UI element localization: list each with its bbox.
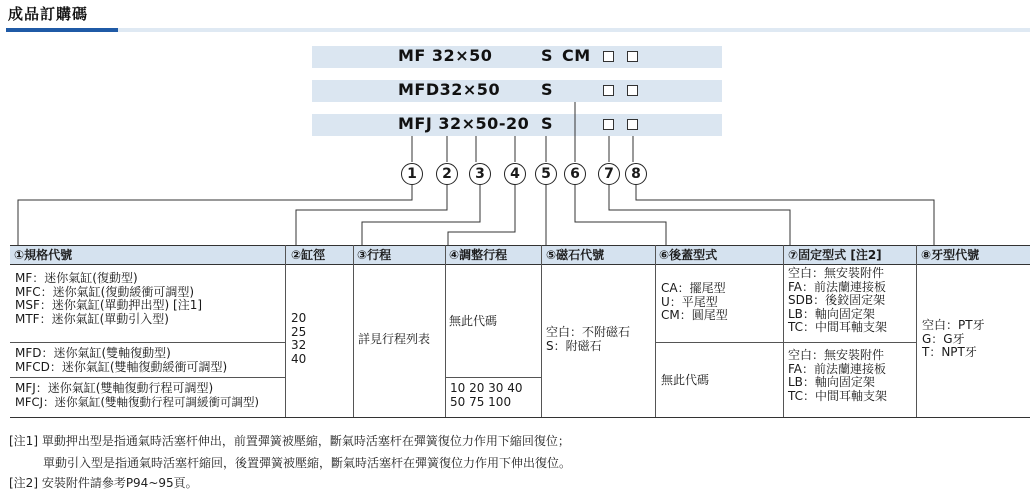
mount-option: LB：軸向固定架: [788, 306, 875, 321]
mount-option: TC：中間耳軸支架: [788, 388, 888, 403]
code-row-1-magnet: S: [541, 46, 554, 65]
header-spec: ①規格代號: [14, 248, 73, 262]
adjust-value-line: 10 20 30 40: [450, 381, 523, 395]
mount-options-1: [788, 267, 887, 335]
col-divider: [353, 245, 354, 417]
code-row-2-main: MFD32×50: [398, 80, 501, 99]
code-row-2-magnet: S: [541, 80, 554, 99]
magnet-options: [546, 326, 630, 353]
code-row-1-cover: CM: [562, 46, 591, 65]
mount-option: TC：中間耳軸支架: [788, 320, 888, 335]
cover-option: CA：擺尾型: [661, 281, 726, 295]
cover-option: CM：圓尾型: [661, 308, 728, 323]
circle-4: 4: [504, 163, 526, 185]
bore-value: 20: [291, 311, 307, 325]
header-adjust: ④調整行程: [449, 248, 508, 262]
spec-item: MFCD：迷你氣缸(雙軸復動緩衝可調型): [15, 359, 228, 374]
mount-option: 空白：無安裝附件: [788, 348, 885, 362]
row-divider: [445, 377, 541, 378]
header-bore: ②缸徑: [291, 248, 326, 262]
adjust-value-line: 50 75 100: [450, 394, 512, 409]
mount-option: FA：前法蘭連接板: [788, 279, 887, 294]
row-divider: [10, 377, 285, 378]
col-divider: [783, 245, 784, 417]
mount-options-2: [788, 349, 887, 403]
spec-group-2: [15, 347, 227, 374]
bore-value: 32: [291, 338, 307, 353]
spec-item: MFD：迷你氣缸(雙軸復動型): [15, 346, 171, 360]
thread-options: [922, 319, 985, 360]
circle-3: 3: [469, 163, 491, 185]
col-divider: [285, 245, 286, 417]
spec-item: MFCJ：迷你氣缸(雙軸復動行程可調緩衝可調型): [15, 394, 259, 409]
col-divider: [541, 245, 542, 417]
mount-option: FA：前法蘭連接板: [788, 361, 887, 376]
spec-item: MF：迷你氣缸(復動型): [15, 271, 138, 285]
spec-group-1: [15, 272, 202, 326]
thread-option: G：G牙: [922, 331, 965, 346]
spec-group-3: [15, 382, 259, 409]
header-magnet: ⑤磁石代號: [546, 248, 605, 262]
cover-none: 無此代碼: [661, 373, 710, 387]
spec-item: MTF：迷你氣缸(單動引入型): [15, 311, 169, 326]
row-divider: [10, 342, 285, 343]
row-divider: [655, 342, 916, 343]
adjust-none: 無此代碼: [449, 314, 498, 328]
table-bottom-border: [10, 417, 1030, 418]
col-divider: [655, 245, 656, 417]
code-row-3-main: MFJ 32×50-20: [398, 114, 530, 133]
header-thread: ⑧牙型代號: [921, 248, 980, 262]
code-row-1-main: MF 32×50: [398, 46, 493, 65]
circle-5: 5: [535, 163, 557, 185]
bore-value: 25: [291, 324, 307, 339]
header-cover: ⑥後蓋型式: [659, 248, 718, 262]
magnet-option: 空白：不附磁石: [546, 325, 631, 339]
col-divider: [916, 245, 917, 417]
header-mount: ⑦固定型式 [注2]: [788, 248, 882, 262]
cover-option: U：平尾型: [661, 294, 718, 309]
circle-1: 1: [401, 163, 423, 185]
spec-item: MFC：迷你氣缸(復動緩衝可調型): [15, 284, 194, 299]
circle-7: 7: [598, 163, 620, 185]
mount-option: 空白：無安裝附件: [788, 266, 885, 280]
note-2: [注2] 安裝附件請參考P94~95頁。: [9, 476, 198, 490]
header-stroke: ③行程: [357, 248, 392, 262]
code-row-3-magnet: S: [541, 114, 554, 133]
adjust-values: [450, 382, 523, 409]
circle-8: 8: [625, 163, 647, 185]
thread-option: 空白：PT牙: [922, 318, 985, 332]
cover-options: [661, 282, 728, 323]
stroke-value: 詳見行程列表: [358, 332, 431, 346]
page-title: 成品訂購碼: [8, 5, 89, 23]
note-1-continued: 單動引入型是指通氣時活塞杆縮回，後置彈簧被壓縮，斷氣時活塞杆在彈簧復位力作用下伸出復位。: [43, 456, 572, 470]
magnet-option: S：附磁石: [546, 338, 602, 353]
spec-item: MFJ：迷你氣缸(雙軸復動行程可調型): [15, 381, 214, 395]
bore-value: 40: [291, 351, 307, 366]
bore-values: [291, 312, 306, 366]
thread-option: T：NPT牙: [922, 345, 977, 360]
circle-2: 2: [436, 163, 458, 185]
note-1: [注1] 單動押出型是指通氣時活塞杆伸出，前置彈簧被壓縮，斷氣時活塞杆在彈簧復位力作用下縮回復位；: [9, 434, 570, 448]
mount-option: LB：軸向固定架: [788, 375, 875, 390]
circle-6: 6: [564, 163, 586, 185]
mount-option: SDB：後鉸固定架: [788, 293, 886, 308]
spec-item: MSF：迷你氣缸(單動押出型) [注1]: [15, 298, 203, 313]
col-divider: [445, 245, 446, 417]
